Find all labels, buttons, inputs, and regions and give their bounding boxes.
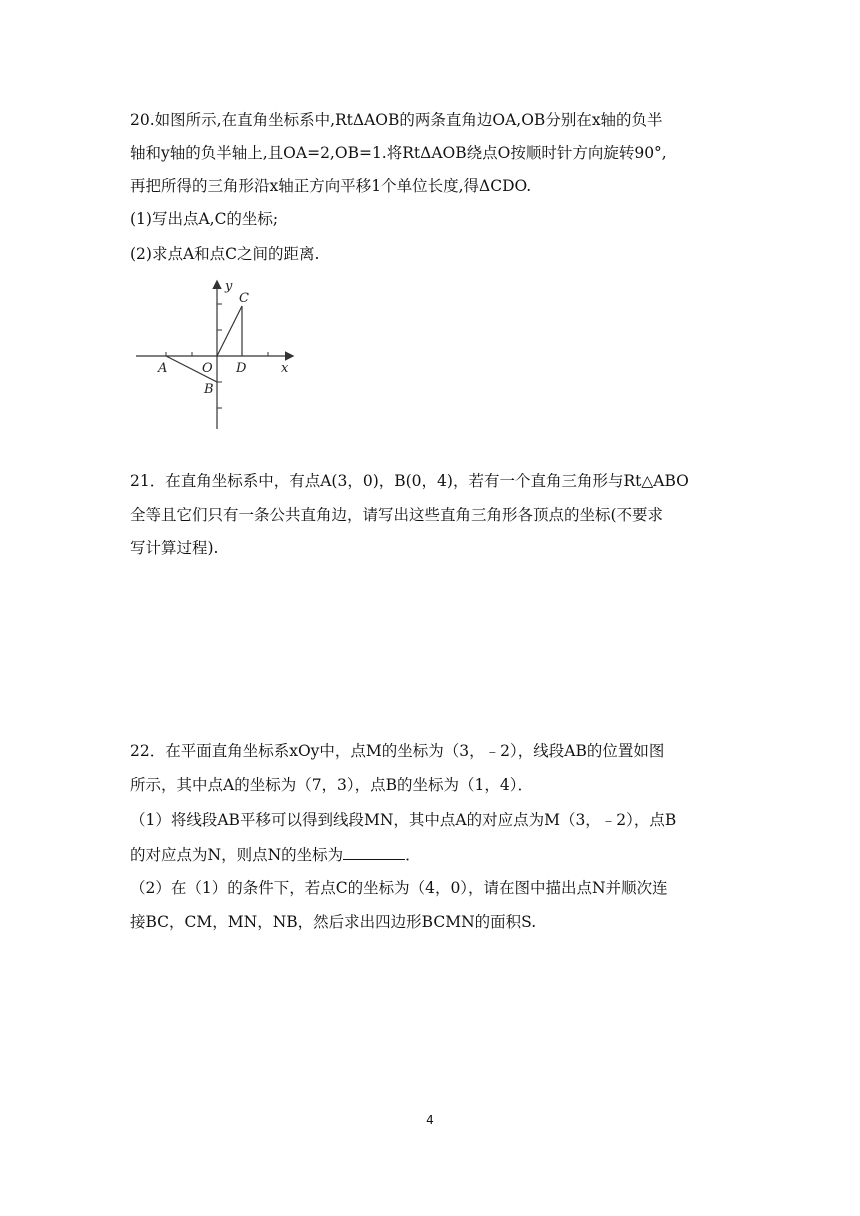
point-o-label: O (202, 361, 213, 376)
q22-line-4 (130, 843, 421, 865)
coordinate-figure (130, 276, 310, 436)
point-d-label: D (236, 361, 247, 376)
q21-line-3: 写计算过程). (130, 539, 219, 557)
q20-line-5: (2)求点A和点C之间的距离. (130, 245, 320, 263)
q22-line-4-end: ． (405, 846, 421, 864)
q20-line-3: 再把所得的三角形沿x轴正方向平移1个单位长度,得ΔCDO. (130, 177, 532, 195)
q20-line-1: 20.如图所示,在直角坐标系中,RtΔAOB的两条直角边OA,OB分别在x轴的负半 (130, 111, 663, 129)
q22-line-5: （2）在（1）的条件下，若点C的坐标为（4，0），请在图中描出点N并顺次连 (130, 879, 668, 897)
segment-oc (217, 306, 242, 356)
answer-blank[interactable] (343, 843, 405, 860)
q21-line-2: 全等且它们只有一条公共直角边，请写出这些直角三角形各顶点的坐标(不要求 (130, 506, 664, 524)
q20-line-4: (1)写出点A,C的坐标; (130, 210, 279, 228)
point-a-label: A (158, 361, 168, 376)
point-c-label: C (239, 291, 249, 306)
q21-line-1: 21．在直角坐标系中，有点A(3，0)，B(0，4)，若有一个直角三角形与Rt△ABO (130, 472, 689, 490)
q20-figure (130, 276, 310, 440)
q22-line-3: （1）将线段AB平移可以得到线段MN，其中点A的对应点为M（3，﹣2），点B (130, 811, 677, 829)
x-axis-label: x (281, 361, 289, 376)
q20-line-2: 轴和y轴的负半轴上,且OA=2,OB=1.将RtΔAOB绕点O按顺时针方向旋转90°, (130, 144, 667, 162)
point-b-label: B (204, 382, 214, 397)
q22-line-6: 接BC，CM，MN，NB，然后求出四边形BCMN的面积S. (130, 913, 537, 931)
y-axis-label: y (225, 279, 233, 294)
q22-line-1: 22．在平面直角坐标系xOy中，点M的坐标为（3，﹣2），线段AB的位置如图 (130, 742, 665, 760)
q22-line-2: 所示，其中点A的坐标为（7，3），点B的坐标为（1，4）． (130, 776, 534, 794)
q22-line-4-text: 的对应点为N，则点N的坐标为 (130, 846, 344, 864)
page-number: 4 (426, 1113, 434, 1127)
